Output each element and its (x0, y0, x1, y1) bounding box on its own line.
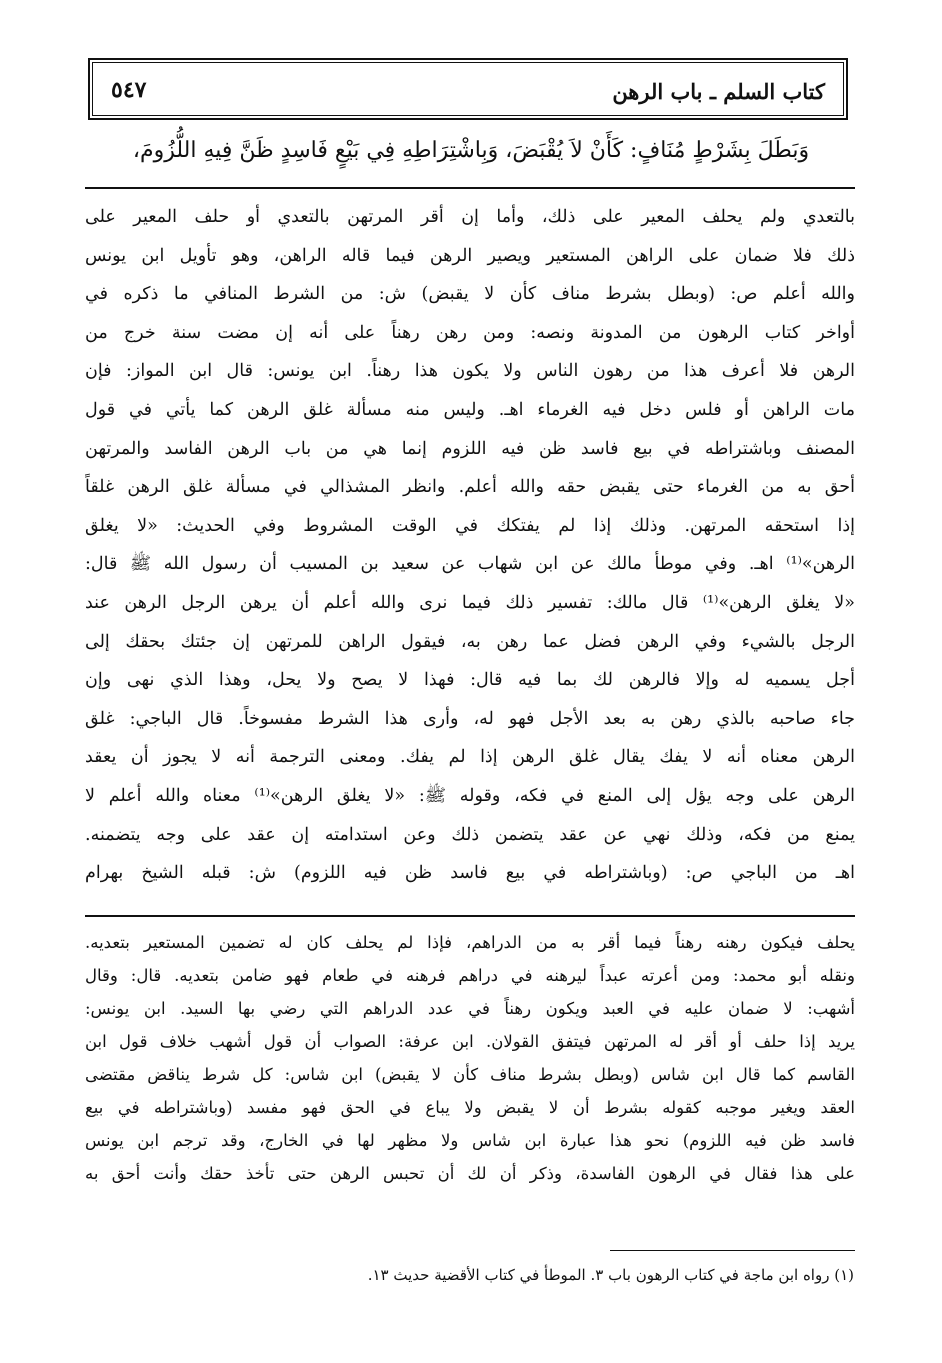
text-line: أجل يسميه له وإلا فالرهن لك بما فيه قال: فهذا لا يصح ولا يحل، وهذا الذي نهى وإن (85, 670, 855, 691)
text-line: الرهن معناه أنه لا يفك يقال غلق الرهن إذا لم يفك. ومعنى الترجمة أنه لا يجوز أن يعقد (85, 747, 855, 768)
text-line: إذا استحقه المرتهن. وذلك إذا لم يفتكك في الوقت المشروط وفي الحديث: «لا يغلق (85, 515, 855, 536)
text-line: ذلك فلا ضمان على الراهن المستعير ويصير الرهن فيما قاله الراهن، وهو تأويل ابن يونس (85, 245, 855, 266)
footnote: (١) رواه ابن ماجة في كتاب الرهون باب ٣. الموطأ في كتاب الأقضية حديث ١٣. (367, 1266, 854, 1284)
text-line: العقد ويغير موجبه كقوله بشرط أن لا يقبض ولا يباع في الحق فهو مفسد (وباشتراطه في بيع (85, 1098, 855, 1117)
text-line: جاء صاحبه بالذي رهن به بعد الأجل فهو له، وأرى هذا الشرط مفسوخاً. قال الباجي: غلق (85, 708, 855, 729)
page-number: ٥٤٧ (111, 77, 147, 103)
chapter-title: كتاب السلم ـ باب الرهن (612, 79, 825, 104)
page-header (88, 58, 848, 120)
text-line: أشهب: لا ضمان عليه في العبد ويكون رهناً في عدد الدراهم التي رضي بها السيد. ابن يونس: (85, 999, 855, 1018)
section-divider (85, 915, 855, 917)
text-line: يريد إذا حلف أو أقر له المرتهن فيتفق القولان. ابن عرفة: الصواب أن قول أشهب خلاف قول ابن (85, 1032, 855, 1051)
text-line: أحق به من الغرماء حتى يقبض حقه والله أعلم. وانظر المشذالي في مسألة غلق الرهن غلقاً (85, 477, 855, 498)
matn-divider (85, 187, 855, 189)
main-commentary (85, 198, 855, 893)
text-line: يحلف فيكون رهنه رهناً فيما أقر به من الدراهم، فإذا لم يحلف كان له تضمين المستعير بتعديه. (85, 933, 855, 952)
text-line: «لا يغلق الرهن»⁽¹⁾ قال مالك: تفسير ذلك فيما نرى والله أعلم أن يرهن الرجل الرهن عند (85, 592, 855, 613)
text-line: ونقله أبو محمد: ومن أعرته عبداً ليرهنه في دراهم فرهنه في طعام فهو ضامن بتعديه. قال: وقال (85, 966, 855, 985)
text-line: اهـ من الباجي ص: (وباشتراطه في بيع فاسد ظن فيه اللزوم) ش: قبله الشيخ بهرام (85, 863, 855, 884)
text-line: على هذا فقال في الرهون الفاسدة، وذكر أن لك أن تحبس الرهن حتى تأخذ حقك وأنت أحق به (85, 1164, 855, 1183)
secondary-commentary (85, 926, 855, 1190)
text-line: بالتعدي ولم يحلف المعير على ذلك، وأما إن أقر المرتهن بالتعدي أو حلف المعير على (85, 207, 855, 227)
text-line: الرهن»⁽¹⁾ اهـ. وفي موطأ مالك عن ابن شهاب عن سعيد بن المسيب أن رسول الله ﷺ قال: (85, 554, 855, 575)
text-line: الرجل بالشيء وفي الرهن فضل عما رهن به، فيقول الراهن للمرتهن إن جئتك بحقك إلى (85, 631, 855, 652)
text-line: مات الراهن أو فلس دخل فيه الغرماء اهـ. وليس منه مسألة غلق الرهن كما يأتي في قول (85, 399, 855, 420)
text-line: والله أعلم ص: (وبطل بشرط مناف كأن لا يقبض) ش: من الشرط المنافي ما ذكره في (85, 284, 855, 305)
text-line: يمنع من فكه، وذلك نهي عن عقد يتضمن ذلك وعن استدامته إن عقد على وجه يتضمنه. (85, 824, 855, 845)
text-line: الرهن على وجه يؤل إلى المنع في فكه، وقوله ﷺ: «لا يغلق الرهن»⁽¹⁾ معناه والله أعلم لا (85, 785, 855, 806)
text-line: فاسد ظن فيه اللزوم) نحو هذا عبارة ابن شاس ولا مظهر لها في الخارج، وقد ترجم ابن يونس (85, 1131, 855, 1150)
footnote-divider (610, 1250, 855, 1251)
text-line: أواخر كتاب الرهون من المدونة ونصه: ومن رهن رهناً على أنه إن مضت سنة خرج من (85, 322, 855, 343)
matn-text: وَبَطَلَ بِشَرْطٍ مُنَافٍ: كَأَنْ لاَ يُقْبَضَ، وَبِاشْتِرَاطِهِ فِي بَيْعٍ فَاسِدٍ ظَنَّ فِيهِ اللُّزُومَ، (132, 138, 810, 163)
text-line: المصنف وباشتراطه في بيع فاسد ظن فيه اللزوم إنما هي من باب الرهن الفاسد والمرتهن (85, 438, 855, 459)
header-inner-frame (92, 62, 844, 116)
text-line: الرهن فلا أعرف هذا من رهون الناس ولا يكون هذا رهناً. ابن يونس: قال ابن المواز: فإن (85, 361, 855, 382)
text-line: القاسم كما قال ابن شاس (وبطل بشرط مناف كأن لا يقبض) ابن شاس: كل شرط يناقض مقتضى (85, 1065, 855, 1084)
